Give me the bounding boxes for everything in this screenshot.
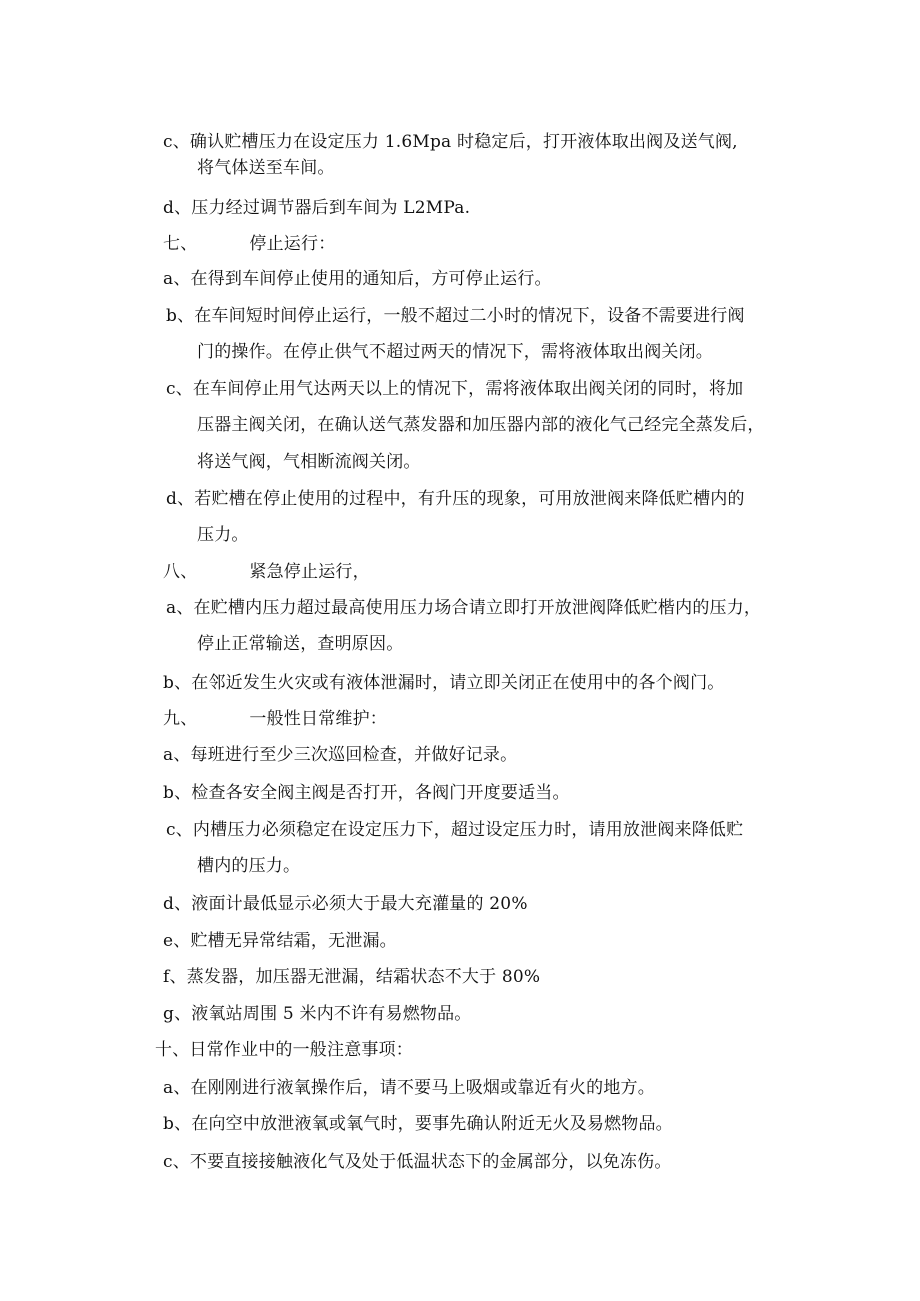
item-7b: b、在车间短时间停止运行，一般不超过二小时的情况下，设备不需要进行阀 — [166, 306, 745, 326]
section-8-heading — [163, 561, 370, 583]
item-9a: a、每班进行至少三次巡回检查，并做好记录。 — [163, 745, 518, 765]
item-7d-continuation: 压力。 — [197, 525, 249, 545]
item-10c: c、不要直接接触液化气及处于低温状态下的金属部分，以免冻伤。 — [163, 1152, 672, 1172]
item-7c-continuation-2: 将送气阀，气相断流阀关闭。 — [197, 452, 421, 472]
item-7c-continuation-1: 压器主阀关闭，在确认送气蒸发器和加压器内部的液化气己经完全蒸发后， — [197, 415, 765, 435]
section-7-title: 停止运行： — [249, 234, 336, 254]
section-7-number: 七、 — [163, 234, 198, 254]
item-c-continuation: 将气体送至车间。 — [197, 158, 335, 178]
section-10-heading: 十、日常作业中的一般注意事项： — [155, 1040, 413, 1060]
item-8a: a、在贮槽内压力超过最高使用压力场合请立即打开放泄阀降低贮楷内的压力， — [166, 598, 762, 618]
item-d-regulator: d、压力经过调节器后到车间为 L2MPa. — [163, 198, 471, 218]
item-c-pressure-confirm: c、确认贮槽压力在设定压力 1.6Mpa 时稳定后，打开液体取出阀及送气阀, — [163, 132, 738, 152]
item-8a-continuation: 停止正常输送，查明原因。 — [197, 634, 404, 654]
item-9e: e、贮槽无异常结霜，无泄漏。 — [163, 931, 397, 951]
item-9f: f、蒸发器，加压器无泄漏，结霜状态不大于 80% — [163, 967, 541, 987]
item-9c-continuation: 槽内的压力。 — [197, 856, 301, 876]
item-9d: d、液面计最低显示必须大于最大充灌量的 20% — [163, 894, 528, 914]
section-8-title: 紧急停止运行， — [249, 562, 370, 582]
item-8b: b、在邻近发生火灾或有液体泄漏时，请立即关闭正在使用中的各个阀门。 — [163, 673, 725, 693]
section-7-heading — [163, 233, 335, 255]
item-7c: c、在车间停止用气达两天以上的情况下，需将液体取出阀关闭的同时，将加 — [166, 379, 744, 399]
item-9g: g、液氧站周围 5 米内不许有易燃物品。 — [163, 1004, 472, 1024]
item-10b: b、在向空中放泄液氧或氧气时，要事先确认附近无火及易燃物品。 — [163, 1114, 673, 1134]
item-7a: a、在得到车间停止使用的通知后，方可停止运行。 — [163, 269, 552, 289]
section-8-number: 八、 — [163, 562, 198, 582]
item-9b: b、检查各安全阀主阀是否打开，各阀门开度要适当。 — [163, 783, 570, 803]
item-10a: a、在刚刚进行液氧操作后，请不要马上吸烟或靠近有火的地方。 — [163, 1078, 655, 1098]
section-9-title: 一般性日常维护： — [249, 709, 388, 729]
section-9-number: 九、 — [163, 709, 198, 729]
item-7b-continuation: 门的操作。在停止供气不超过两天的情况下，需将液体取出阀关闭。 — [197, 342, 713, 362]
item-9c: c、内槽压力必须稳定在设定压力下，超过设定压力时，请用放泄阀来降低贮 — [166, 820, 744, 840]
item-7d: d、若贮槽在停止使用的过程中，有升压的现象，可用放泄阀来降低贮槽内的 — [166, 489, 745, 509]
section-9-heading — [163, 708, 387, 730]
